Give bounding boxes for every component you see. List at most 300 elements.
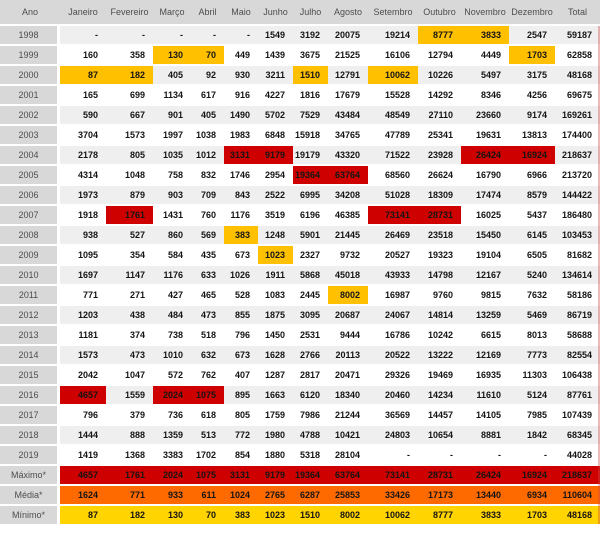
table-cell: 1997: [153, 126, 191, 146]
table-cell: 7986: [293, 406, 328, 426]
table-cell: 58186: [555, 286, 600, 306]
table-cell: 46385: [328, 206, 368, 226]
table-cell: 16786: [368, 326, 418, 346]
table-cell: 518: [191, 326, 224, 346]
row-label: 2000: [0, 66, 60, 86]
table-row: [0, 226, 600, 246]
table-cell: 6615: [461, 326, 509, 346]
table-cell: 930: [224, 66, 258, 86]
table-cell: -: [191, 26, 224, 46]
table-cell: 12169: [461, 346, 509, 366]
table-cell: 26424: [461, 466, 509, 486]
table-cell: 4449: [461, 46, 509, 66]
table-cell: 805: [106, 146, 153, 166]
table-cell: 1147: [106, 266, 153, 286]
table-cell: 9732: [328, 246, 368, 266]
table-cell: 6196: [293, 206, 328, 226]
table-cell: 20522: [368, 346, 418, 366]
column-header-março: Março: [153, 0, 191, 26]
table-cell: 1083: [258, 286, 293, 306]
table-cell: 796: [60, 406, 106, 426]
table-cell: 160: [60, 46, 106, 66]
column-header-maio: Maio: [224, 0, 258, 26]
table-cell: 1559: [106, 386, 153, 406]
table-cell: 843: [224, 186, 258, 206]
table-cell: 14292: [418, 86, 461, 106]
table-cell: 81682: [555, 246, 600, 266]
row-label: 2014: [0, 346, 60, 366]
column-header-setembro: Setembro: [368, 0, 418, 26]
table-cell: 1176: [153, 266, 191, 286]
table-cell: 10226: [418, 66, 461, 86]
table-cell: 771: [106, 486, 153, 506]
table-row: [0, 406, 600, 426]
row-label: 2006: [0, 186, 60, 206]
table-cell: 832: [191, 166, 224, 186]
table-row: [0, 126, 600, 146]
row-label: 2018: [0, 426, 60, 446]
table-cell: 130: [153, 506, 191, 526]
table-cell: 10242: [418, 326, 461, 346]
table-cell: 673: [224, 246, 258, 266]
table-cell: 2531: [293, 326, 328, 346]
table-cell: 9760: [418, 286, 461, 306]
table-cell: 1573: [60, 346, 106, 366]
table-cell: 87761: [555, 386, 600, 406]
table-row: [0, 366, 600, 386]
table-cell: -: [106, 26, 153, 46]
table-cell: 449: [224, 46, 258, 66]
table-cell: 62858: [555, 46, 600, 66]
table-cell: 855: [224, 306, 258, 326]
table-cell: -: [418, 446, 461, 466]
table-cell: -: [224, 26, 258, 46]
table-cell-max-highlight: 4657: [60, 386, 106, 406]
table-cell: 19631: [461, 126, 509, 146]
table-cell: 16106: [368, 46, 418, 66]
row-label: Mínimo*: [0, 506, 60, 526]
table-row: [0, 346, 600, 366]
row-label: Máximo*: [0, 466, 60, 486]
table-cell: 1075: [191, 466, 224, 486]
table-cell: 106438: [555, 366, 600, 386]
table-cell: 12794: [418, 46, 461, 66]
table-cell: 21525: [328, 46, 368, 66]
table-cell: 48549: [368, 106, 418, 126]
table-cell: 1759: [258, 406, 293, 426]
table-cell: 271: [106, 286, 153, 306]
table-row: [0, 246, 600, 266]
table-cell: 1573: [106, 126, 153, 146]
column-header-abril: Abril: [191, 0, 224, 26]
table-cell: 1880: [258, 446, 293, 466]
table-cell: 4788: [293, 426, 328, 446]
table-cell: 6966: [509, 166, 555, 186]
table-row: [0, 106, 600, 126]
table-cell: 13222: [418, 346, 461, 366]
table-cell-max-highlight: 28731: [418, 206, 461, 226]
table-cell: 58688: [555, 326, 600, 346]
table-cell: 26469: [368, 226, 418, 246]
table-cell: 5437: [509, 206, 555, 226]
table-cell: 20527: [368, 246, 418, 266]
table-cell: 134614: [555, 266, 600, 286]
table-cell: 47789: [368, 126, 418, 146]
table-cell: 618: [191, 406, 224, 426]
column-header-year: Ano: [0, 0, 60, 26]
table-cell: 4657: [60, 466, 106, 486]
table-cell: 43933: [368, 266, 418, 286]
table-row: [0, 386, 600, 406]
column-header-agosto: Agosto: [328, 0, 368, 26]
table-cell: 1973: [60, 186, 106, 206]
table-cell: 854: [224, 446, 258, 466]
column-header-novembro: Novembro: [461, 0, 509, 26]
row-label: 2016: [0, 386, 60, 406]
table-cell: 4227: [258, 86, 293, 106]
table-cell: 19214: [368, 26, 418, 46]
table-cell: 5497: [461, 66, 509, 86]
table-cell: 438: [106, 306, 153, 326]
table-cell: 28104: [328, 446, 368, 466]
table-cell: 8881: [461, 426, 509, 446]
table-cell: 1431: [153, 206, 191, 226]
table-cell: 82554: [555, 346, 600, 366]
table-cell: 4314: [60, 166, 106, 186]
table-cell: 19364: [293, 466, 328, 486]
table-cell: 36569: [368, 406, 418, 426]
table-cell: 895: [224, 386, 258, 406]
table-cell: 1842: [509, 426, 555, 446]
table-cell: 19323: [418, 246, 461, 266]
table-cell: 23518: [418, 226, 461, 246]
table-cell: 8579: [509, 186, 555, 206]
table-row: [0, 286, 600, 306]
table-cell: 1450: [258, 326, 293, 346]
table-cell: 888: [106, 426, 153, 446]
table-cell: 1248: [258, 226, 293, 246]
table-cell: 19104: [461, 246, 509, 266]
row-label: 2008: [0, 226, 60, 246]
row-label: 2003: [0, 126, 60, 146]
table-row: [0, 326, 600, 346]
table-cell: 14234: [418, 386, 461, 406]
table-cell: 383: [224, 506, 258, 526]
table-cell: 68560: [368, 166, 418, 186]
table-cell: 699: [106, 86, 153, 106]
table-cell: 1761: [106, 466, 153, 486]
table-cell: 1697: [60, 266, 106, 286]
table-cell: 6505: [509, 246, 555, 266]
table-cell: 18340: [328, 386, 368, 406]
table-cell: 17679: [328, 86, 368, 106]
table-cell: 11303: [509, 366, 555, 386]
table-cell: 59187: [555, 26, 600, 46]
table-cell: 48168: [555, 506, 600, 526]
table-cell: 3519: [258, 206, 293, 226]
table-cell: 48168: [555, 66, 600, 86]
table-cell: 71522: [368, 146, 418, 166]
table-cell-min-highlight: 130: [153, 46, 191, 66]
table-cell: 760: [191, 206, 224, 226]
table-cell: 590: [60, 106, 106, 126]
row-label: 2007: [0, 206, 60, 226]
table-cell: 218637: [555, 146, 600, 166]
table-cell: 1875: [258, 306, 293, 326]
table-cell: 17173: [418, 486, 461, 506]
table-cell: 25341: [418, 126, 461, 146]
table-cell: 24067: [368, 306, 418, 326]
table-cell: 13259: [461, 306, 509, 326]
table-cell: 933: [153, 486, 191, 506]
table-cell: 1012: [191, 146, 224, 166]
table-cell: 45018: [328, 266, 368, 286]
table-cell: 13813: [509, 126, 555, 146]
table-cell-min-highlight: 10062: [368, 66, 418, 86]
table-cell: 1490: [224, 106, 258, 126]
table-cell: 1047: [106, 366, 153, 386]
row-label: 2019: [0, 446, 60, 466]
table-cell: 796: [224, 326, 258, 346]
table-cell: 1980: [258, 426, 293, 446]
table-cell: 405: [153, 66, 191, 86]
table-cell: 2522: [258, 186, 293, 206]
column-header-julho: Julho: [293, 0, 328, 26]
table-cell: 107439: [555, 406, 600, 426]
table-row: [0, 86, 600, 106]
table-cell: 435: [191, 246, 224, 266]
table-cell: 10062: [368, 506, 418, 526]
table-cell: 1746: [224, 166, 258, 186]
summary-row-max: [0, 466, 600, 486]
table-cell: 1095: [60, 246, 106, 266]
table-cell: 9815: [461, 286, 509, 306]
table-cell: 7529: [293, 106, 328, 126]
table-row: [0, 426, 600, 446]
table-cell: 1035: [153, 146, 191, 166]
table-cell: 26624: [418, 166, 461, 186]
table-cell: 28731: [418, 466, 461, 486]
table-cell: 4256: [509, 86, 555, 106]
table-cell-min-highlight: 1023: [258, 246, 293, 266]
table-cell: 758: [153, 166, 191, 186]
table-cell: 1203: [60, 306, 106, 326]
table-cell: 1024: [224, 486, 258, 506]
row-label: 2017: [0, 406, 60, 426]
table-cell: 73141: [368, 466, 418, 486]
table-cell: 1549: [258, 26, 293, 46]
table-cell: 18309: [418, 186, 461, 206]
table-cell: 3095: [293, 306, 328, 326]
table-cell: 6120: [293, 386, 328, 406]
table-cell: 354: [106, 246, 153, 266]
table-cell: 527: [106, 226, 153, 246]
table-cell: 10654: [418, 426, 461, 446]
table-cell: 110604: [555, 486, 600, 506]
table-cell: 14105: [461, 406, 509, 426]
table-cell: 6287: [293, 486, 328, 506]
table-cell: 5702: [258, 106, 293, 126]
table-cell: 21445: [328, 226, 368, 246]
column-header-fevereiro: Fevereiro: [106, 0, 153, 26]
table-cell: 772: [224, 426, 258, 446]
table-cell: 1663: [258, 386, 293, 406]
table-cell: 19179: [293, 146, 328, 166]
table-cell: 358: [106, 46, 153, 66]
table-cell-min-highlight: 87: [60, 66, 106, 86]
table-cell: 169261: [555, 106, 600, 126]
table-cell: 14457: [418, 406, 461, 426]
table-cell-max-highlight: 1075: [191, 386, 224, 406]
table-cell: 633: [191, 266, 224, 286]
table-cell: 405: [191, 106, 224, 126]
row-label: 2002: [0, 106, 60, 126]
table-cell: 27110: [418, 106, 461, 126]
table-cell: 7632: [509, 286, 555, 306]
table-cell: 860: [153, 226, 191, 246]
table-cell: 1368: [106, 446, 153, 466]
table-cell: 2024: [153, 466, 191, 486]
table-cell: 736: [153, 406, 191, 426]
table-cell: 8777: [418, 506, 461, 526]
table-cell-max-highlight: 16924: [509, 146, 555, 166]
table-cell-max-highlight: 1761: [106, 206, 153, 226]
column-header-total: Total: [555, 0, 600, 26]
table-cell: 465: [191, 286, 224, 306]
table-cell: 617: [191, 86, 224, 106]
table-cell-min-highlight: 3833: [461, 26, 509, 46]
table-cell: 473: [106, 346, 153, 366]
table-cell: 1510: [293, 506, 328, 526]
table-cell: 1439: [258, 46, 293, 66]
row-label: 2009: [0, 246, 60, 266]
table-cell: 5901: [293, 226, 328, 246]
table-cell: 12167: [461, 266, 509, 286]
table-cell: 379: [106, 406, 153, 426]
table-cell: 2327: [293, 246, 328, 266]
column-header-junho: Junho: [258, 0, 293, 26]
header-row: [0, 0, 600, 26]
table-cell: 805: [224, 406, 258, 426]
table-cell: 1816: [293, 86, 328, 106]
table-cell: 8002: [328, 506, 368, 526]
table-cell: 1359: [153, 426, 191, 446]
row-label: 2004: [0, 146, 60, 166]
table-row: [0, 186, 600, 206]
row-label: 2001: [0, 86, 60, 106]
table-cell: 1702: [191, 446, 224, 466]
table-cell: 51028: [368, 186, 418, 206]
table-cell: 374: [106, 326, 153, 346]
table-cell: 165: [60, 86, 106, 106]
table-cell: 16935: [461, 366, 509, 386]
table-cell: 738: [153, 326, 191, 346]
table-cell: 5124: [509, 386, 555, 406]
row-label: Média*: [0, 486, 60, 506]
table-cell-min-highlight: 383: [224, 226, 258, 246]
table-cell: 13440: [461, 486, 509, 506]
table-cell: 1023: [258, 506, 293, 526]
table-row: [0, 206, 600, 226]
table-cell: 5318: [293, 446, 328, 466]
table-cell: 901: [153, 106, 191, 126]
table-cell: 11610: [461, 386, 509, 406]
table-row: [0, 46, 600, 66]
table-cell: 9444: [328, 326, 368, 346]
table-cell: 34765: [328, 126, 368, 146]
table-cell: -: [509, 446, 555, 466]
table-cell: 15918: [293, 126, 328, 146]
table-cell: 572: [153, 366, 191, 386]
table-cell-max-highlight: 9179: [258, 146, 293, 166]
table-cell: 68345: [555, 426, 600, 446]
row-label: 2011: [0, 286, 60, 306]
table-cell: 10421: [328, 426, 368, 446]
table-cell: 14814: [418, 306, 461, 326]
table-cell: 903: [153, 186, 191, 206]
table-cell: 673: [224, 346, 258, 366]
row-label: 1998: [0, 26, 60, 46]
table-row: [0, 166, 600, 186]
table-cell: 3704: [60, 126, 106, 146]
summary-row-min: [0, 506, 600, 526]
table-cell: 473: [191, 306, 224, 326]
table-cell: 16924: [509, 466, 555, 486]
table-cell: 3211: [258, 66, 293, 86]
table-cell: 5868: [293, 266, 328, 286]
table-cell: 1048: [106, 166, 153, 186]
row-label: 2005: [0, 166, 60, 186]
table-cell: -: [60, 26, 106, 46]
table-cell: 584: [153, 246, 191, 266]
table-cell: 938: [60, 226, 106, 246]
table-cell: 2547: [509, 26, 555, 46]
table-cell: 513: [191, 426, 224, 446]
table-cell-max-highlight: 3131: [224, 146, 258, 166]
table-cell: 182: [106, 506, 153, 526]
table-cell: 2954: [258, 166, 293, 186]
table-cell: 1703: [509, 506, 555, 526]
table-row: [0, 26, 600, 46]
table-cell: 7773: [509, 346, 555, 366]
table-cell-max-highlight: 73141: [368, 206, 418, 226]
table-cell: 15528: [368, 86, 418, 106]
table-cell: 1026: [224, 266, 258, 286]
table-cell: 24803: [368, 426, 418, 446]
table-cell-min-highlight: 8002: [328, 286, 368, 306]
table-cell: 3383: [153, 446, 191, 466]
table-cell: 1134: [153, 86, 191, 106]
table-cell: 8013: [509, 326, 555, 346]
table-cell: 2178: [60, 146, 106, 166]
table-row: [0, 306, 600, 326]
table-cell: 3192: [293, 26, 328, 46]
row-label: 2012: [0, 306, 60, 326]
row-label: 1999: [0, 46, 60, 66]
table-cell: 213720: [555, 166, 600, 186]
table-cell: 6145: [509, 226, 555, 246]
table-cell: 15450: [461, 226, 509, 246]
table-cell-min-highlight: 1510: [293, 66, 328, 86]
table-row: [0, 266, 600, 286]
table-cell: -: [368, 446, 418, 466]
table-cell: 6848: [258, 126, 293, 146]
table-cell: 6995: [293, 186, 328, 206]
table-cell: 3675: [293, 46, 328, 66]
table-cell: 916: [224, 86, 258, 106]
table-cell: 25853: [328, 486, 368, 506]
table-cell: 709: [191, 186, 224, 206]
